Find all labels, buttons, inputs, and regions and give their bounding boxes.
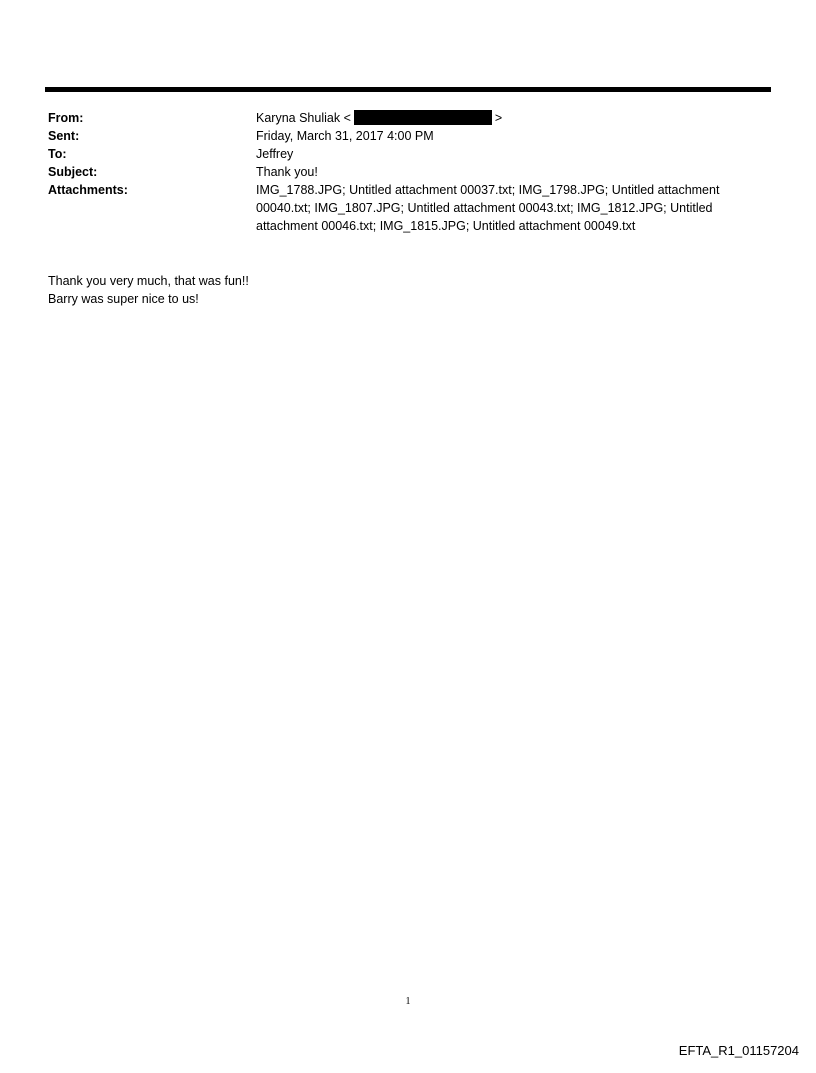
sent-label: Sent:	[48, 129, 80, 143]
from-row	[48, 109, 768, 127]
to-value: Jeffrey	[256, 147, 294, 161]
subject-row	[48, 163, 768, 181]
subject-value: Thank you!	[256, 165, 318, 179]
body-line: Barry was super nice to us!	[48, 292, 199, 306]
to-row	[48, 145, 768, 163]
header-divider	[45, 87, 771, 92]
to-label: To:	[48, 147, 67, 161]
attachments-line: IMG_1788.JPG; Untitled attachment 00037.txt; IMG_1798.JPG; Untitled attachment	[256, 183, 720, 197]
page-number: 1	[405, 996, 411, 1007]
sent-value: Friday, March 31, 2017 4:00 PM	[256, 129, 434, 143]
sender-email-open: <	[343, 111, 351, 125]
body-line: Thank you very much, that was fun!!	[48, 274, 249, 288]
attachments-line: attachment 00046.txt; IMG_1815.JPG; Untitled attachment 00049.txt	[256, 219, 636, 233]
sent-row	[48, 127, 768, 145]
redaction-block	[354, 110, 492, 125]
document-id: EFTA_R1_01157204	[678, 1043, 799, 1058]
sender-email-close: >	[494, 111, 503, 125]
attachments-value	[256, 181, 768, 235]
attachments-row	[48, 181, 768, 235]
attachments-label: Attachments:	[48, 183, 128, 197]
from-value	[256, 109, 768, 127]
from-label: From:	[48, 111, 84, 125]
attachments-line: 00040.txt; IMG_1807.JPG; Untitled attachment 00043.txt; IMG_1812.JPG; Untitled	[256, 201, 713, 215]
sender-name: Karyna Shuliak	[256, 111, 341, 125]
email-header	[48, 109, 768, 235]
subject-label: Subject:	[48, 165, 98, 179]
email-body	[48, 272, 249, 308]
